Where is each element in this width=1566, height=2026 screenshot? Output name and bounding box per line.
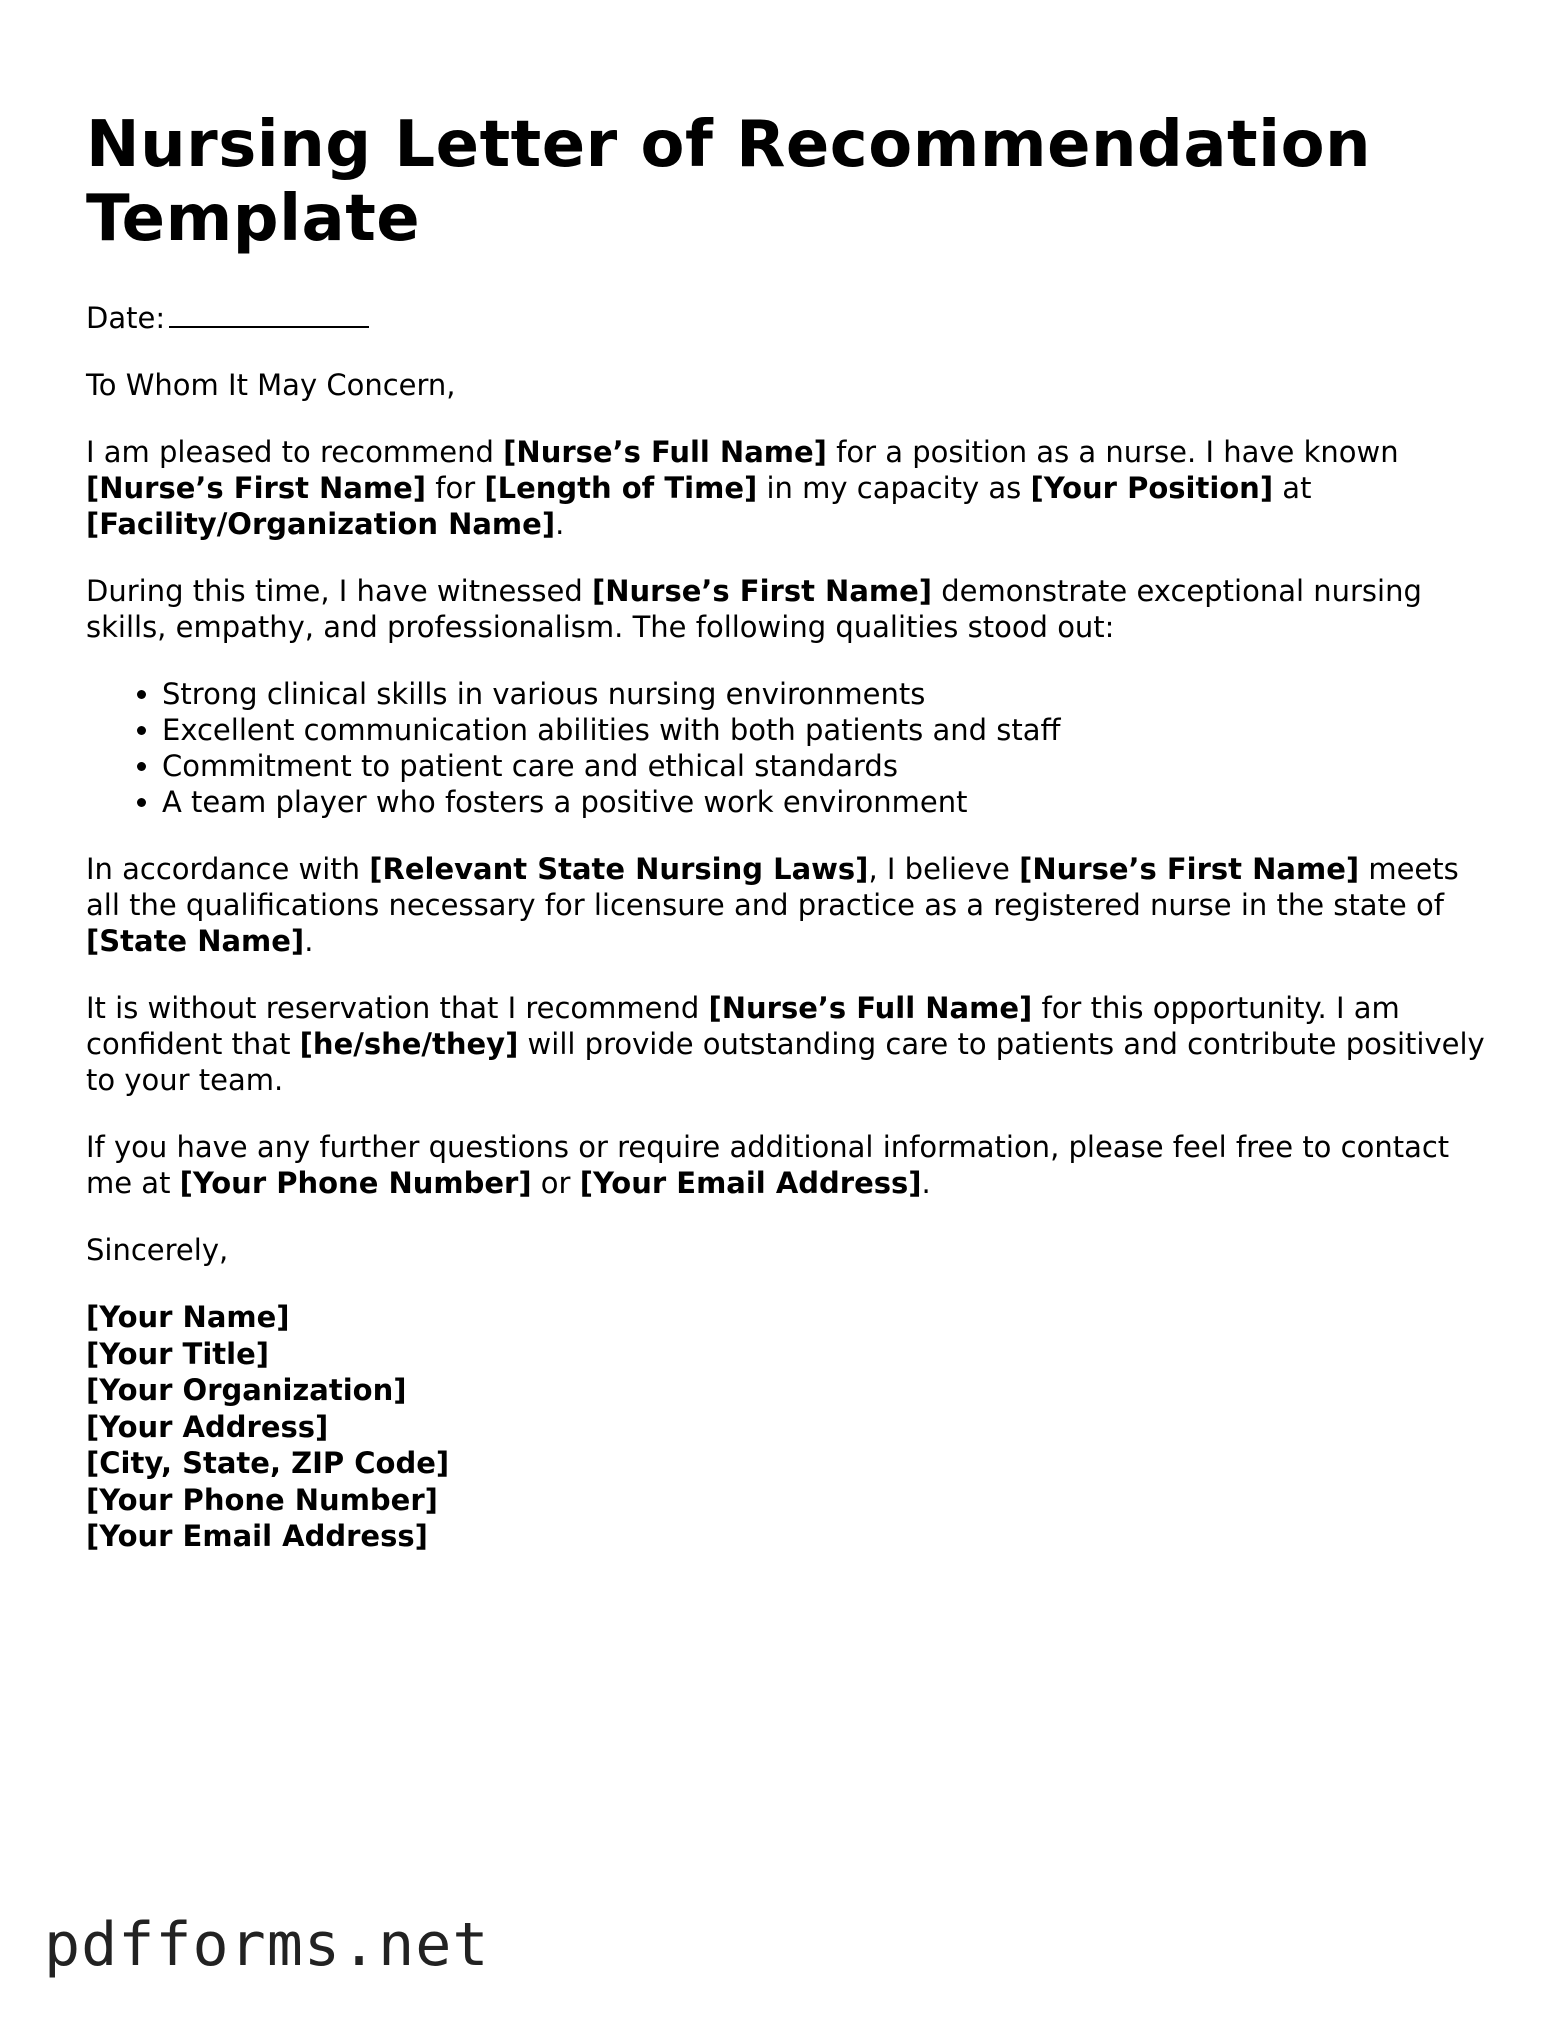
date-blank-field[interactable] <box>169 300 369 328</box>
list-item: • Strong clinical skills in various nursing environments <box>162 676 1486 712</box>
date-line <box>86 300 1486 336</box>
letter-page <box>86 108 1486 1555</box>
placeholder-nurse-first-name: [Nurse’s First Name] <box>592 574 933 608</box>
paragraph-qualifications: In accordance with [Relevant State Nursing Laws], I believe [Nurse’s First Name] meets all the qualifications necessary for licensure and practice as a registered nurse in the state of [State Name]. <box>86 852 1459 958</box>
placeholder-length-of-time: [Length of Time] <box>484 471 758 505</box>
placeholder-your-position: [Your Position] <box>1030 471 1274 505</box>
watermark-text: pdfforms.net <box>44 1910 490 1980</box>
signature-line: [Your Organization] <box>86 1373 407 1407</box>
placeholder-nurse-first-name: [Nurse’s First Name] <box>1019 852 1360 886</box>
signature-line: [Your Name] <box>86 1300 290 1334</box>
signature-line: [City, State, ZIP Code] <box>86 1446 450 1480</box>
placeholder-email-address: [Your Email Address] <box>579 1166 922 1200</box>
placeholder-state-laws: [Relevant State Nursing Laws] <box>369 852 869 886</box>
paragraph-recommendation: It is without reservation that I recommend [Nurse’s Full Name] for this opportunity. I am confident that [he/she/they] will provide outstanding care to patients and contribute positively to your team. <box>86 991 1485 1097</box>
signature-line: [Your Address] <box>86 1409 329 1444</box>
placeholder-pronoun: [he/she/they] <box>299 1027 519 1061</box>
paragraph-introduction: I am pleased to recommend [Nurse’s Full Name] for a position as a nurse. I have known [Nurse’s First Name] for [Length of Time] in my capacity as [Your Position] at [Facility/Organization Name]. <box>86 435 1399 541</box>
placeholder-facility-name: [Facility/Organization Name] <box>86 507 556 541</box>
paragraph-observations: During this time, I have witnessed [Nurse’s First Name] demonstrate exceptional nursing skills, empathy, and professionalism. The following qualities stood out: <box>86 574 1422 644</box>
paragraph-contact: If you have any further questions or require additional information, please feel free to contact me at [Your Phone Number] or [Your Email Address]. <box>86 1130 1450 1200</box>
list-item: • Commitment to patient care and ethical standards <box>162 748 1486 784</box>
signature-line: [Your Email Address] <box>86 1519 428 1553</box>
qualities-list <box>86 676 1486 820</box>
list-item: • Excellent communication abilities with both patients and staff <box>162 712 1486 748</box>
signature-line: [Your Phone Number] <box>86 1482 438 1517</box>
date-label: Date: <box>86 301 166 335</box>
placeholder-state-name: [State Name] <box>86 924 305 958</box>
placeholder-phone-number: [Your Phone Number] <box>179 1166 532 1200</box>
closing: Sincerely, <box>86 1233 229 1267</box>
greeting: To Whom It May Concern, <box>86 368 456 402</box>
placeholder-nurse-full-name: [Nurse’s Full Name] <box>503 435 827 469</box>
placeholder-nurse-first-name: [Nurse’s First Name] <box>86 471 427 505</box>
signature-block <box>86 1299 1486 1555</box>
list-item: • A team player who fosters a positive work environment <box>162 784 1486 820</box>
placeholder-nurse-full-name: [Nurse’s Full Name] <box>708 991 1033 1025</box>
page-title: Nursing Letter of Recommendation Template <box>86 108 1372 256</box>
signature-line: [Your Title] <box>86 1336 270 1371</box>
